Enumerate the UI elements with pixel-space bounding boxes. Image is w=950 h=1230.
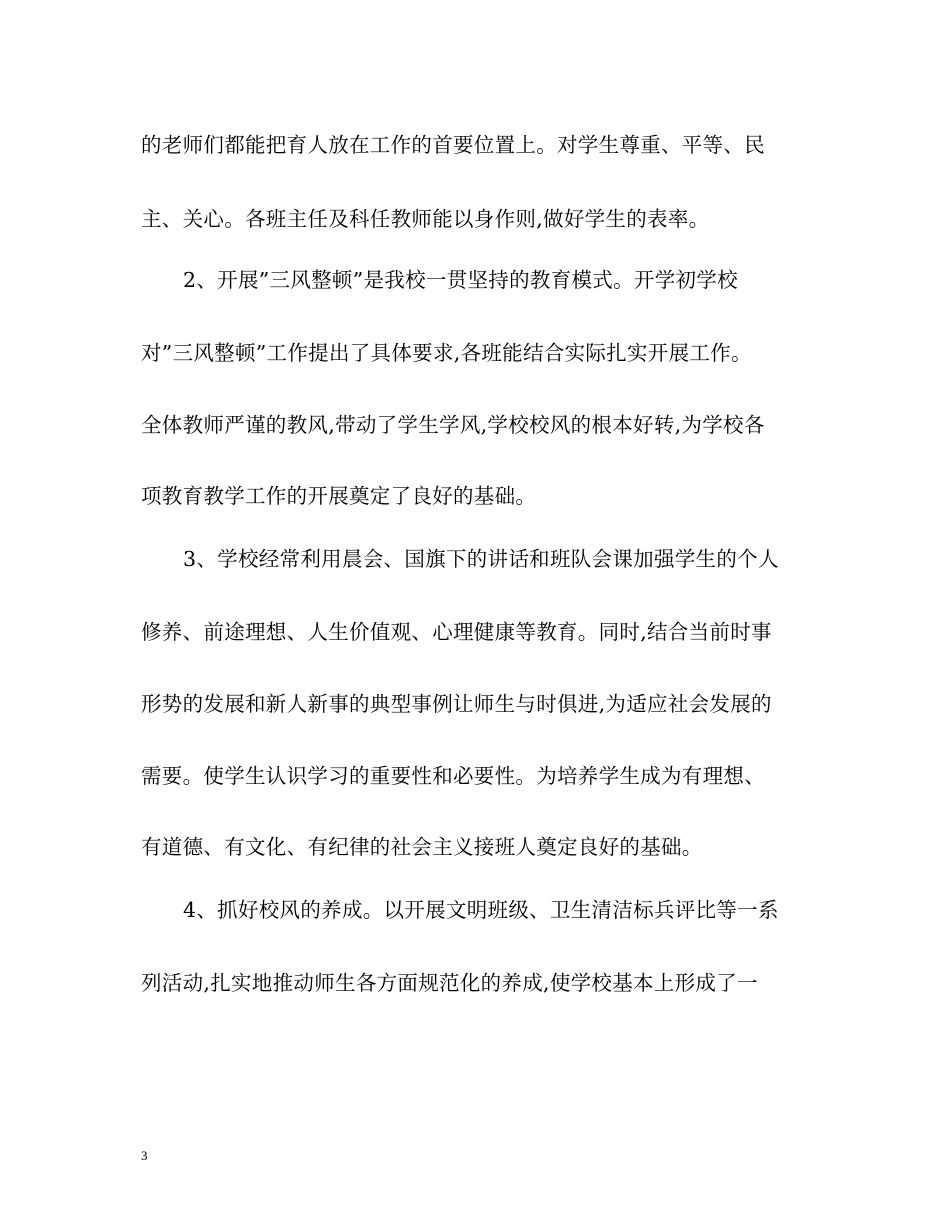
- text-line: 有道德、有文化、有纪律的社会主义接班人奠定良好的基础。: [141, 835, 703, 859]
- text-line: 需要。使学生认识学习的重要性和必要性。为培养学生成为有理想、: [141, 764, 765, 788]
- paragraph-start-line: 2、开展”三风整顿”是我校一贯坚持的教育模式。开学初学校: [183, 268, 738, 292]
- text-line: 的老师们都能把育人放在工作的首要位置上。对学生尊重、平等、民: [141, 133, 765, 157]
- text-line: 修养、前途理想、人生价值观、心理健康等教育。同时,结合当前时事: [141, 620, 772, 644]
- text-line: 主、关心。各班主任及科任教师能以身作则,做好学生的表率。: [141, 207, 710, 231]
- paragraph-start-line: 3、学校经常利用晨会、国旗下的讲话和班队会课加强学生的个人: [183, 547, 779, 571]
- text-line: 列活动,扎实地推动师生各方面规范化的养成,使学校基本上形成了一: [141, 971, 758, 995]
- paragraph-start-line: 4、抓好校风的养成。以开展文明班级、卫生清洁标兵评比等一系: [183, 898, 779, 922]
- page-number: 3: [141, 1148, 148, 1163]
- text-line: 项教育教学工作的开展奠定了良好的基础。: [141, 484, 537, 508]
- text-line: 形势的发展和新人新事的典型事例让师生与时俱进,为适应社会发展的: [141, 692, 772, 716]
- text-line: 对”三风整顿”工作提出了具体要求,各班能结合实际扎实开展工作。: [141, 341, 752, 365]
- text-line: 全体教师严谨的教风,带动了学生学风,学校校风的根本好转,为学校各: [141, 413, 765, 437]
